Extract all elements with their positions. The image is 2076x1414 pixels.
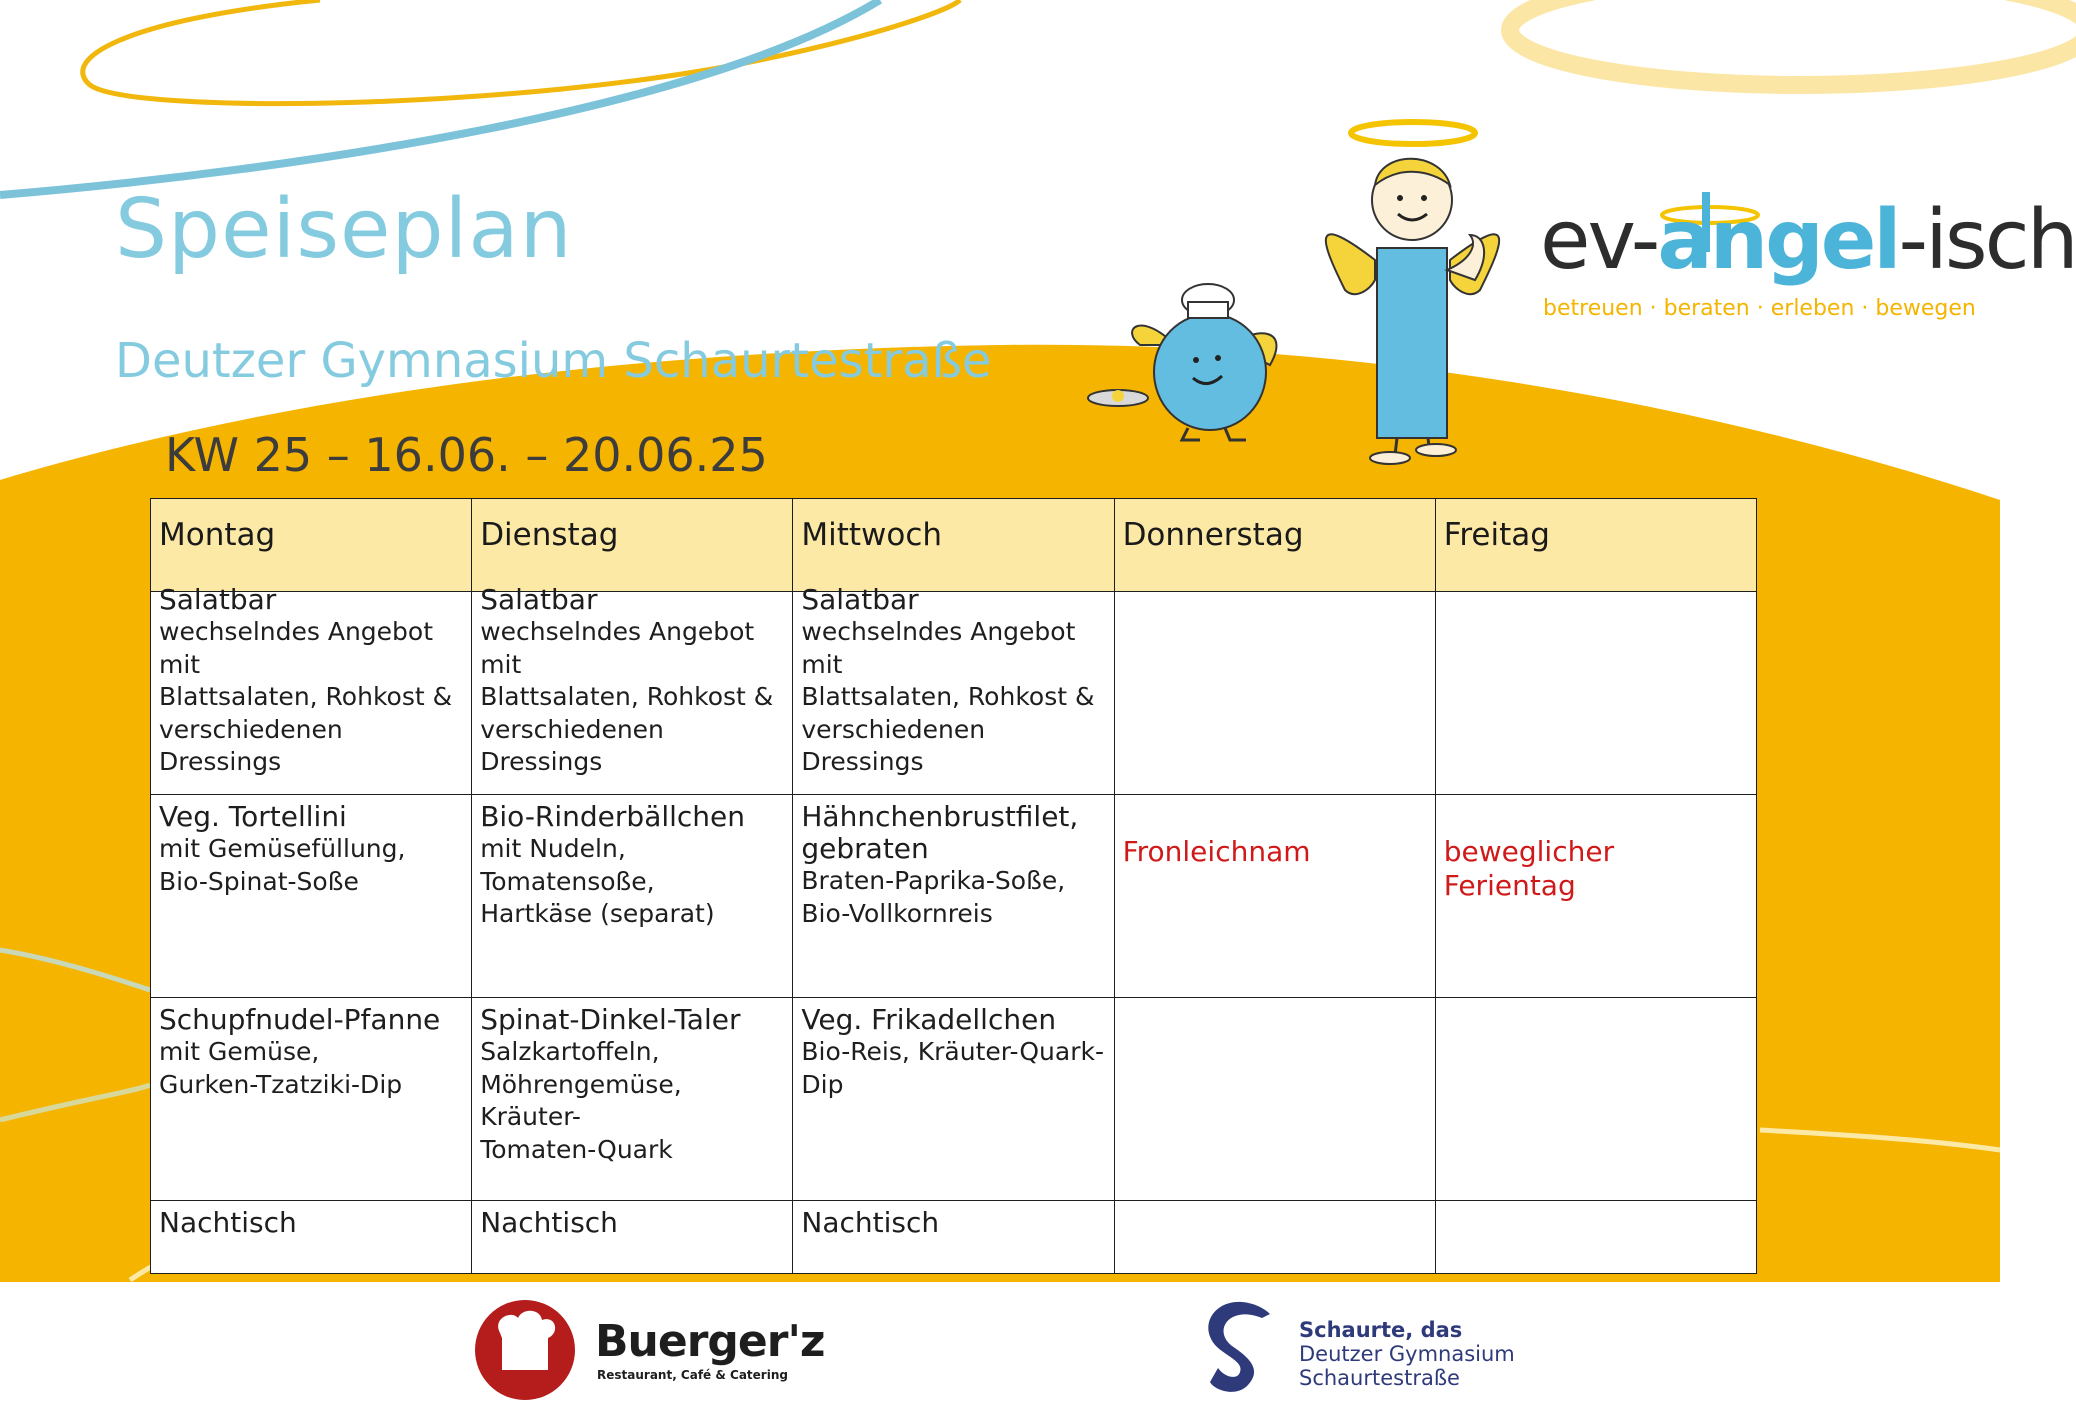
menu-cell bbox=[472, 583, 793, 795]
holiday-note: beweglicher Ferientag bbox=[1443, 835, 1615, 902]
dish-name: Salatbar bbox=[801, 583, 919, 616]
dish-name: Spinat-Dinkel-Taler bbox=[480, 1003, 741, 1036]
menu-cell bbox=[793, 998, 1114, 1201]
caterer-name: Buerger'z bbox=[595, 1316, 825, 1367]
caterer-tagline: Restaurant, Café & Catering bbox=[597, 1368, 788, 1382]
menu-table bbox=[150, 498, 1757, 1274]
dish-name: Bio-Rinderbällchen bbox=[480, 800, 746, 833]
day-header-wednesday: Mittwoch bbox=[793, 499, 1114, 592]
menu-cell-empty bbox=[1435, 1201, 1756, 1274]
dish-description: Braten-Paprika-Soße, Bio-Vollkornreis bbox=[801, 866, 1066, 928]
menu-cell bbox=[151, 998, 472, 1201]
dish-description: wechselndes Angebot mit Blattsalaten, Rohkost & verschiedenen Dressings bbox=[480, 617, 774, 777]
dish-description: wechselndes Angebot mit Blattsalaten, Rohkost & verschiedenen Dressings bbox=[801, 617, 1095, 777]
dish-name: Nachtisch bbox=[801, 1206, 940, 1239]
holiday-note: Fronleichnam bbox=[1122, 835, 1311, 868]
menu-cell bbox=[1114, 795, 1435, 998]
school-subtitle: Deutzer Gymnasium Schaurtestraße bbox=[115, 333, 992, 389]
brand-word-pre: ev- bbox=[1540, 193, 1658, 288]
dish-name: Veg. Tortellini bbox=[159, 800, 347, 833]
school-logo-line1: Schaurte, das bbox=[1299, 1318, 1463, 1342]
menu-row-main-2 bbox=[151, 998, 1757, 1201]
menu-cell bbox=[1435, 795, 1756, 998]
schaurte-logo bbox=[1215, 1308, 1515, 1398]
menu-cell-empty bbox=[1114, 592, 1435, 795]
menu-cell-empty bbox=[1114, 998, 1435, 1201]
menu-cell bbox=[793, 1201, 1114, 1274]
day-header-row bbox=[151, 499, 1757, 592]
menu-row-main-1 bbox=[151, 795, 1757, 998]
day-header-friday: Freitag bbox=[1435, 499, 1756, 592]
menu-row-dessert bbox=[151, 1201, 1757, 1274]
school-logo-line3: Schaurtestraße bbox=[1299, 1366, 1460, 1390]
dish-name: Nachtisch bbox=[480, 1206, 618, 1239]
menu-cell bbox=[793, 795, 1114, 998]
dish-description: Bio-Reis, Kräuter-Quark-Dip bbox=[801, 1037, 1104, 1099]
dish-name: Nachtisch bbox=[159, 1206, 297, 1239]
dish-name: Salatbar bbox=[480, 583, 598, 616]
dish-description: wechselndes Angebot mit Blattsalaten, Rohkost & verschiedenen Dressings bbox=[159, 617, 453, 777]
page-title: Speiseplan bbox=[115, 182, 573, 277]
menu-cell bbox=[472, 1201, 793, 1274]
brand-word-angel: angel bbox=[1657, 193, 1899, 288]
menu-cell bbox=[793, 583, 1114, 795]
brand-word-post: -isch bbox=[1898, 193, 2076, 288]
buergerz-logo bbox=[475, 1298, 825, 1403]
dish-name: Veg. Frikadellchen bbox=[801, 1003, 1057, 1036]
day-header-tuesday: Dienstag bbox=[472, 499, 793, 592]
menu-cell bbox=[151, 795, 472, 998]
dish-name: Hähnchenbrustfilet, gebraten bbox=[801, 800, 1079, 866]
week-range: KW 25 – 16.06. – 20.06.25 bbox=[165, 428, 768, 482]
brand-wordmark bbox=[1540, 193, 2076, 288]
top-yellow-ring bbox=[83, 0, 960, 104]
day-header-monday: Montag bbox=[151, 499, 472, 592]
menu-row-salad bbox=[151, 592, 1757, 795]
school-logo-line2: Deutzer Gymnasium bbox=[1299, 1342, 1515, 1366]
dish-name: Salatbar bbox=[159, 583, 277, 616]
top-right-ring bbox=[1510, 0, 2076, 85]
dish-description: mit Nudeln, Tomatensoße, Hartkäse (separat) bbox=[480, 834, 715, 929]
dish-description: mit Gemüsefüllung, Bio-Spinat-Soße bbox=[159, 834, 406, 896]
dish-name: Schupfnudel-Pfanne bbox=[159, 1003, 441, 1036]
brand-tagline: betreuen · beraten · erleben · bewegen bbox=[1543, 296, 1976, 321]
menu-cell-empty bbox=[1114, 1201, 1435, 1274]
menu-cell bbox=[472, 998, 793, 1201]
menu-cell bbox=[472, 795, 793, 998]
menu-cell bbox=[151, 583, 472, 795]
dish-description: Salzkartoffeln, Möhrengemüse, Kräuter- Tomaten-Quark bbox=[480, 1037, 682, 1164]
menu-cell-empty bbox=[1435, 998, 1756, 1201]
day-header-thursday: Donnerstag bbox=[1114, 499, 1435, 592]
dish-description: mit Gemüse, Gurken-Tzatziki-Dip bbox=[159, 1037, 403, 1099]
menu-cell-empty bbox=[1435, 592, 1756, 795]
menu-cell bbox=[151, 1201, 472, 1274]
ev-angel-isch-logo bbox=[1540, 193, 2076, 340]
